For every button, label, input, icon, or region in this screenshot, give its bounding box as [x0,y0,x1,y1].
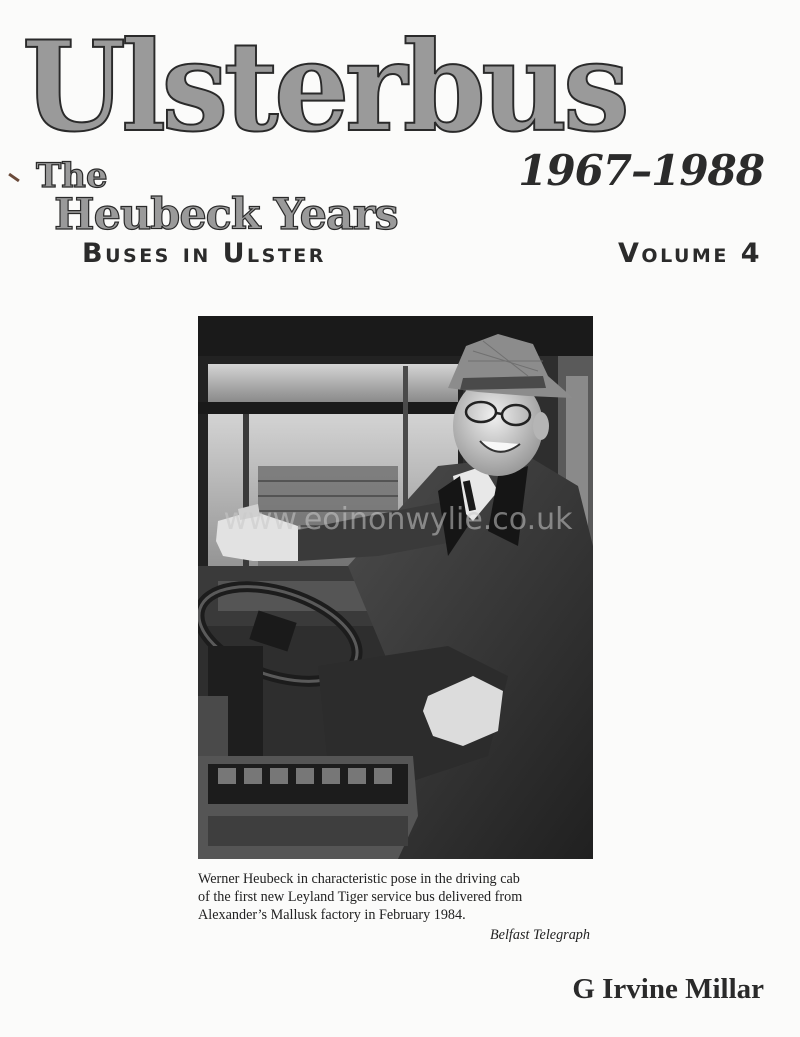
author-name: G Irvine Millar [572,973,764,1005]
caption-line-2: of the first new Leyland Tiger service bus delivered from [198,889,523,905]
series-name: Buses in Ulster [82,238,326,269]
book-title: Ulsterbus [22,15,626,160]
watermark-text: www.eoinonwylie.co.uk [223,502,573,537]
subtitle-heubeck-years: Heubeck Years [54,190,398,240]
volume-number: Volume 4 [618,238,762,269]
caption-line-1: Werner Heubeck in characteristic pose in the driving cab [198,871,520,887]
photo-credit: Belfast Telegraph [490,927,590,943]
caption-line-3: Alexander’s Mallusk factory in February 1984. [198,907,466,923]
subtitle-the: The [36,156,108,196]
driver-in-bus-cab-illustration [198,316,593,859]
cover-photo [198,316,593,859]
photo-caption [198,870,590,924]
print-speck [8,173,20,182]
year-range: 1967–1988 [518,146,764,195]
